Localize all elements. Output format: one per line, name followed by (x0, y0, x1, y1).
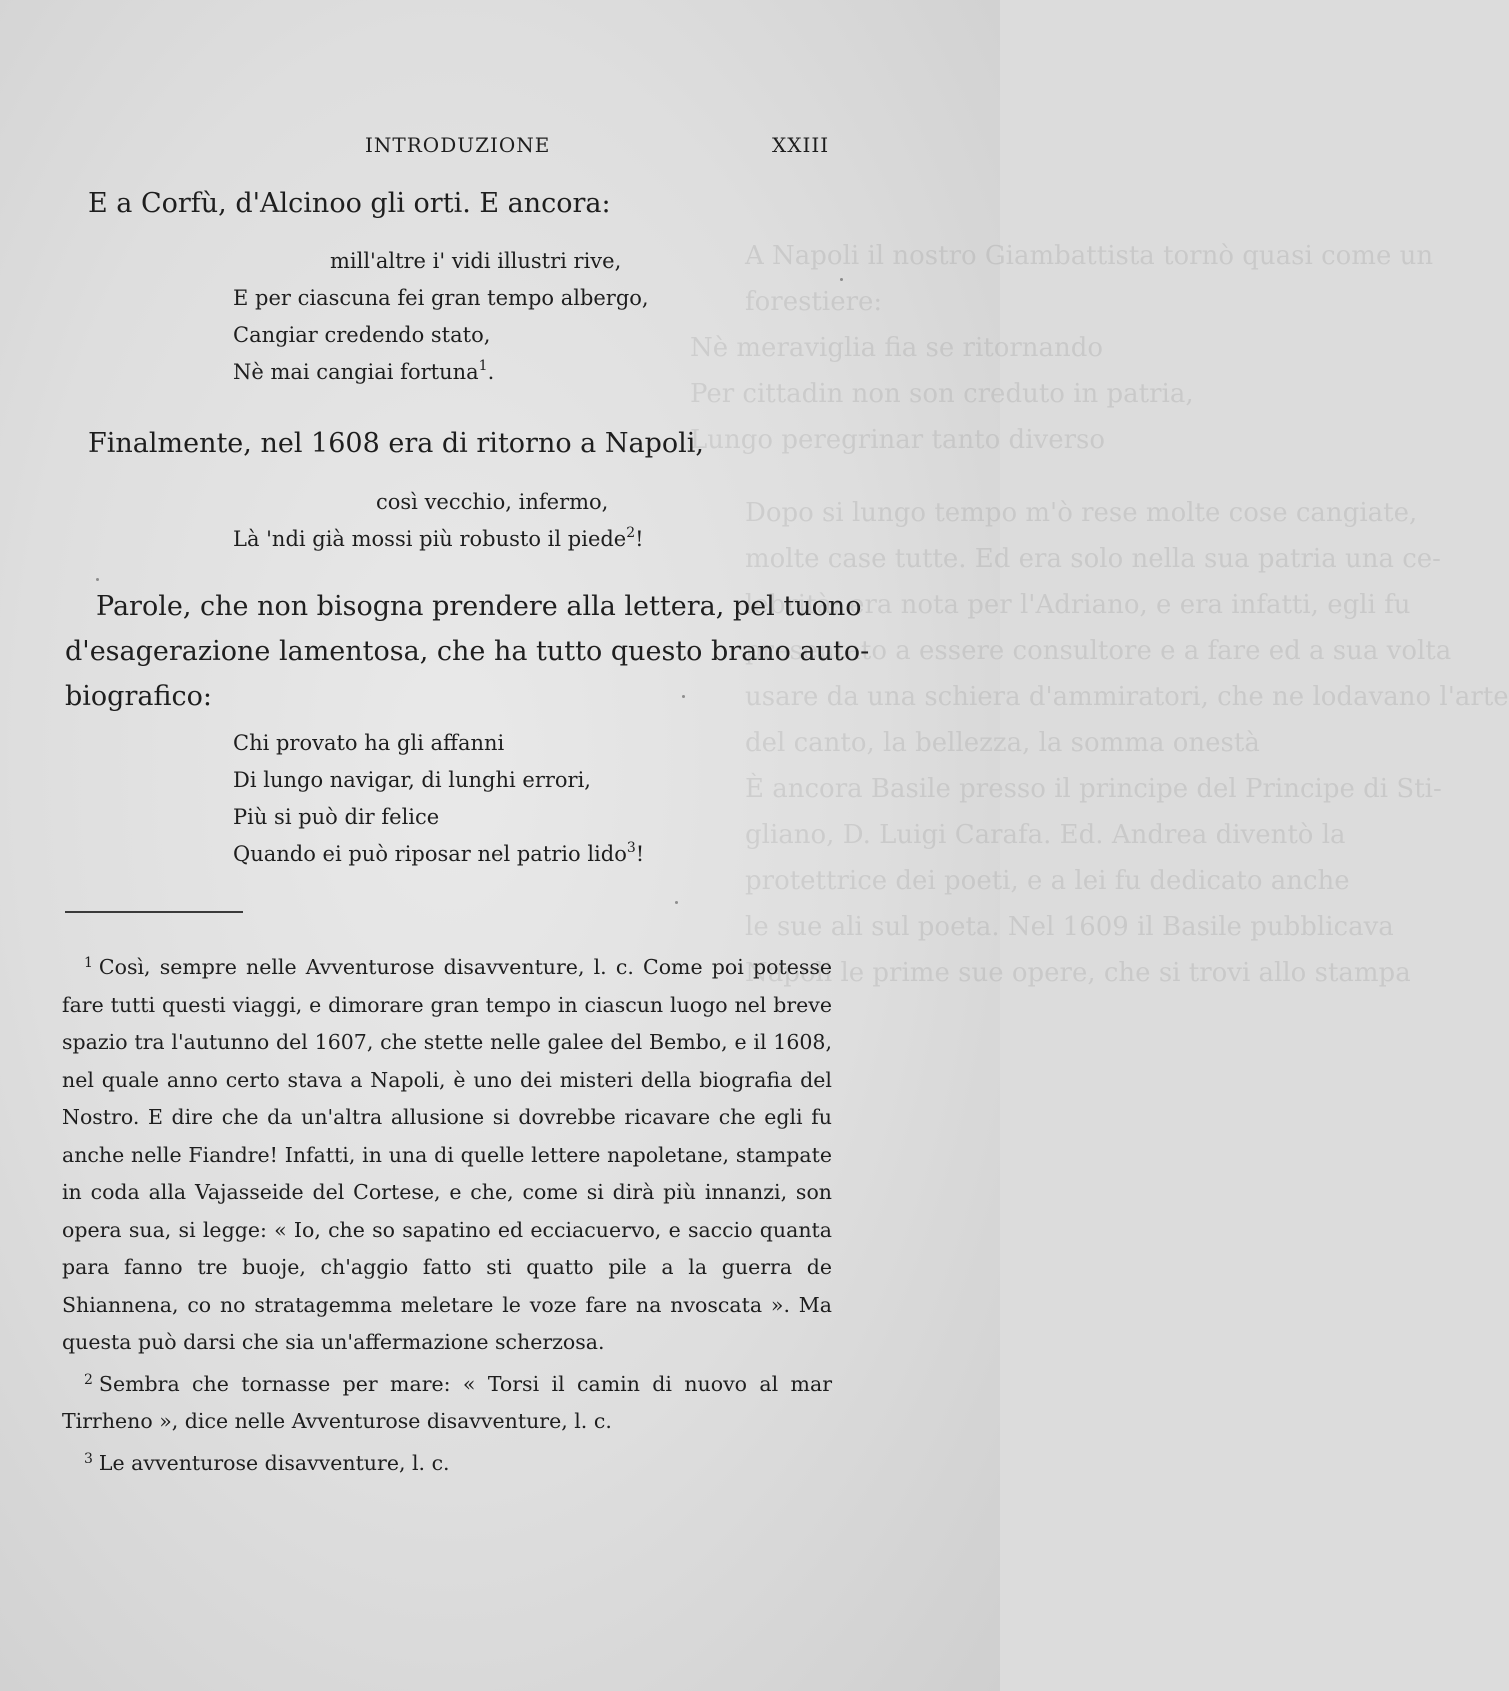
verse-line-text: Nè mai cangiai fortuna (233, 360, 479, 384)
print-speck (96, 578, 99, 581)
verse-line: E per ciascuna fei gran tempo albergo, (233, 286, 649, 310)
paragraph-1 (88, 181, 830, 226)
footnote-text: Le avventurose disavventure, l. c. (98, 1450, 450, 1475)
show-through-line: le sue ali sul poeta. Nel 1609 il Basile pubblicava (745, 912, 1394, 942)
verse-line-text: Là 'ndi già mossi più robusto il piede (233, 527, 627, 551)
show-through-line: usare da una schiera d'ammiratori, che ne lodavano l'arte (745, 682, 1509, 712)
paragraph-3 (65, 584, 870, 719)
show-through-line: Lungo peregrinar tanto diverso (690, 425, 1106, 455)
verse-line: Cangiar credendo stato, (233, 323, 491, 347)
verse-line: Di lungo navigar, di lunghi errori, (233, 768, 591, 792)
show-through-line: molte case tutte. Ed era solo nella sua patria una ce- (745, 544, 1441, 574)
footnote-ref: 1 (478, 358, 488, 374)
show-through-line: gliano, D. Luigi Carafa. Ed. Andrea diventò la (745, 820, 1346, 850)
paragraph-2 (88, 421, 830, 466)
show-through-line: protettrice dei poeti, e a lei fu dedicato anche (745, 866, 1350, 896)
verse-quote-1 (233, 243, 793, 391)
footnote-ref: 3 (626, 840, 636, 856)
paragraph-line: Parole, che non bisogna prendere alla lettera, pel tuono (96, 591, 862, 622)
show-through-line: Dopo si lungo tempo m'ò rese molte cose cangiate, (745, 498, 1418, 528)
verse-line: Là 'ndi già mossi più robusto il piede$^2$! (233, 525, 644, 551)
footnote-text: Sembra che tornasse per mare: « Torsi il camin di nuovo al mar Tirrheno », dice nelle Avventurose disavventure, l. c. (62, 1371, 832, 1433)
footnote-mark: 2 (84, 1371, 93, 1388)
show-through-line: Per cittadin non son creduto in patria, (690, 379, 1194, 409)
footnotes (62, 945, 832, 1482)
footnote-text: Così, sempre nelle Avventurose disavventure, l. c. Come poi potesse fare tutti questi viaggi, e dimorare gran tempo in ciascun luogo nel breve spazio tra l'autunno del 1607, che stette nelle galee del Bembo, e il 1608, nel quale anno certo stava a Napoli, è uno dei misteri della biografia del Nostro. E dire che da un'altra allusione si dovrebbe ricavare che egli fu anche nelle Fiandre! Infatti, in una di quelle lettere napoletane, stampate in coda alla Vajasseide del Cortese, e che, come si dirà più innanzi, son opera sua, si legge: « Io, che so sapatino ed ecciacuervo, e saccio quanta para fanno tre buoje, ch'aggio fatto sti quatto pile a la guerra de Shiannena, co no stratagemma meletare le voze fare na nvoscata ». Ma questa può darsi che sia un'affermazione scherzosa. (62, 955, 832, 1354)
show-through-line: È ancora Basile presso il principe del Principe di Sti- (745, 774, 1442, 804)
verse-quote-3 (233, 725, 793, 873)
verse-line: mill'altre i' vidi illustri rive, (330, 249, 622, 273)
show-through-line: Napoli le prime sue opere, che si trovi allo stampa (745, 958, 1411, 988)
verse-quote-2 (233, 484, 793, 558)
verse-line: Più si può dir felice (233, 805, 440, 829)
paragraph-line: Finalmente, nel 1608 era di ritorno a Napoli, (88, 428, 704, 459)
page-header (0, 133, 1000, 163)
verse-line: Quando ei può riposar nel patrio lido$^3$! (233, 840, 645, 866)
page-number: XXIII (772, 133, 830, 157)
footnote-rule (65, 911, 243, 913)
paragraph-line: E a Corfù, d'Alcinoo gli orti. E ancora: (88, 188, 611, 219)
show-through-line: A Napoli il nostro Giambattista tornò quasi come un (745, 241, 1434, 271)
paragraph-line: biografico: (65, 681, 212, 712)
footnote-mark: 1 (84, 955, 93, 971)
paragraph-line: d'esagerazione lamentosa, che ha tutto questo brano auto- (65, 636, 870, 667)
verse-line: così vecchio, infermo, (376, 490, 609, 514)
show-through-line: Nè meraviglia fia se ritornando (690, 333, 1104, 363)
footnote-2 (62, 1362, 832, 1441)
show-through-line: forestiere: (745, 287, 883, 317)
print-speck (682, 695, 685, 698)
print-speck (675, 901, 678, 904)
verse-line: Chi provato ha gli affanni (233, 731, 505, 755)
footnote-3 (62, 1441, 832, 1483)
footnote-1 (62, 945, 832, 1362)
show-through-line: lebrità; era nota per l'Adriano, e era infatti, egli fu (745, 590, 1411, 620)
print-speck (840, 278, 843, 281)
show-through-line: del canto, la bellezza, la somma onestà (745, 728, 1260, 758)
show-through-line: presentato a essere consultore e a fare ed a sua volta (745, 636, 1452, 666)
verse-line: Nè mai cangiai fortuna$^1$. (233, 358, 495, 384)
verse-line-text: Quando ei può riposar nel patrio lido (233, 842, 627, 866)
footnote-mark: 3 (84, 1450, 93, 1467)
running-title: INTRODUZIONE (365, 133, 551, 157)
footnote-ref: 2 (626, 525, 636, 541)
